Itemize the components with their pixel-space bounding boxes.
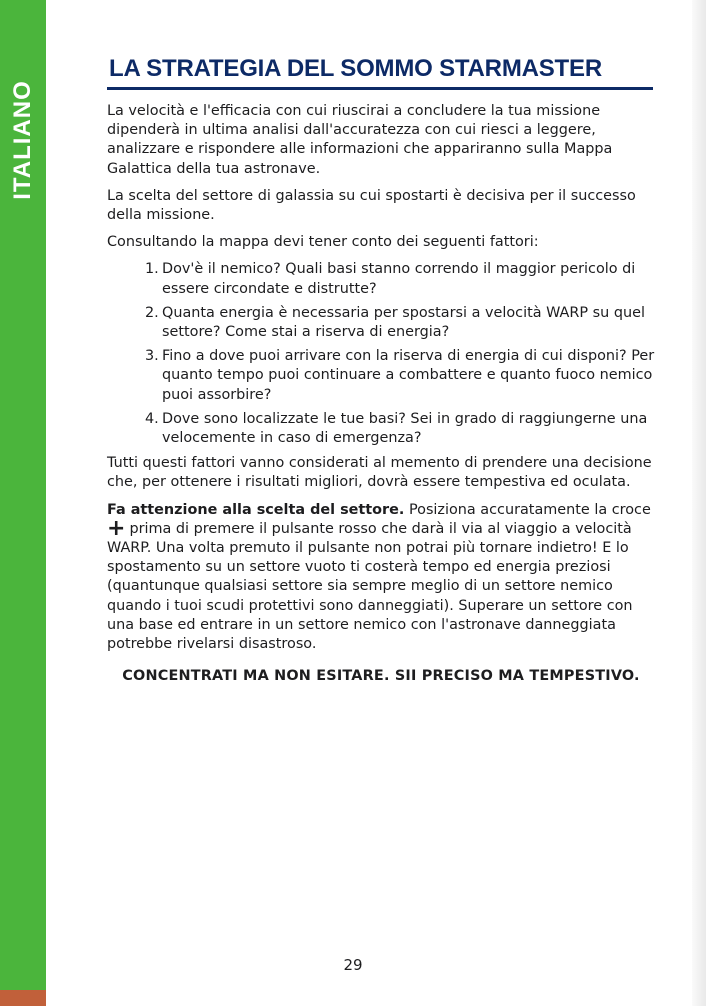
paragraph-map-factors: Consultando la mappa devi tener conto dei seguenti fattori:	[107, 234, 539, 251]
sector-warning-text-b: prima di premere il pulsante rosso che darà il via al viaggio a velocità WARP. Una volta premuto il pulsante non potrai più tornare indietro! E lo spostamento su un settore vuoto ti costerà tempo ed energia preziosi (quantunque qualsiasi settore sia sempre meglio di un settore nemico quando i tuoi scudi protettivi sono danneggiati). Superare un settore con una base ed entrare in un settore nemico con l'astronave danneggiata potrebbe rivelarsi disastroso.	[107, 520, 633, 653]
side-tab-edge	[0, 990, 46, 1006]
sector-warning-heading: Fa attenzione alla scelta del settore.	[107, 501, 405, 518]
page-title: LA STRATEGIA DEL SOMMO STARMASTER	[109, 55, 602, 82]
page-number: 29	[343, 956, 363, 974]
list-item	[107, 347, 655, 405]
paragraph-sector-choice: La scelta del settore di galassia su cui spostarti è decisiva per il successo della missione.	[107, 187, 636, 224]
sector-warning-text-a: Posiziona accuratamente la croce	[408, 501, 651, 518]
list-item	[107, 410, 655, 448]
main-content	[107, 54, 655, 684]
list-item-number: 3.	[145, 348, 159, 365]
closing-motto: CONCENTRATI MA NON ESITARE. SII PRECISO MA TEMPESTIVO.	[122, 668, 640, 685]
language-label: ITALIANO	[9, 80, 36, 200]
title-underline	[107, 87, 653, 90]
page-edge-shadow	[692, 0, 706, 1006]
factors-list	[107, 260, 655, 448]
list-item	[107, 260, 655, 298]
list-item-text: Quanta energia è necessaria per spostarsi a velocità WARP su quel settore? Come stai a riserva di energia?	[162, 304, 645, 341]
list-item-number: 2.	[145, 304, 159, 321]
paragraph-intro: La velocità e l'efficacia con cui riuscirai a concludere la tua missione dipenderà in ultima analisi dall'accuratezza con cui riesci a leggere, analizzare e rispondere alle informazioni che appariranno sulla Mappa Galattica della tua astronave.	[107, 103, 613, 177]
list-item-text: Fino a dove puoi arrivare con la riserva di energia di cui disponi? Per quanto tempo puoi continuare a combattere e quanto fuoco nemico puoi assorbire?	[162, 348, 655, 403]
list-item	[107, 304, 655, 342]
paragraph-sector-warning	[107, 501, 655, 655]
crosshair-icon: +	[107, 515, 126, 541]
list-item-text: Dove sono localizzate le tue basi? Sei in grado di raggiungerne una velocemente in caso di emergenza?	[162, 410, 648, 447]
paragraph-consider-factors: Tutti questi fattori vanno considerati al memento di prendere una decisione che, per ottenere i risultati migliori, dovrà essere tempestiva ed oculata.	[107, 455, 652, 491]
language-side-tab	[0, 0, 46, 1006]
list-item-number: 1.	[145, 261, 159, 278]
list-item-text: Dov'è il nemico? Quali basi stanno correndo il maggior pericolo di essere circondate e distrutte?	[162, 261, 636, 297]
list-item-number: 4.	[145, 410, 159, 427]
